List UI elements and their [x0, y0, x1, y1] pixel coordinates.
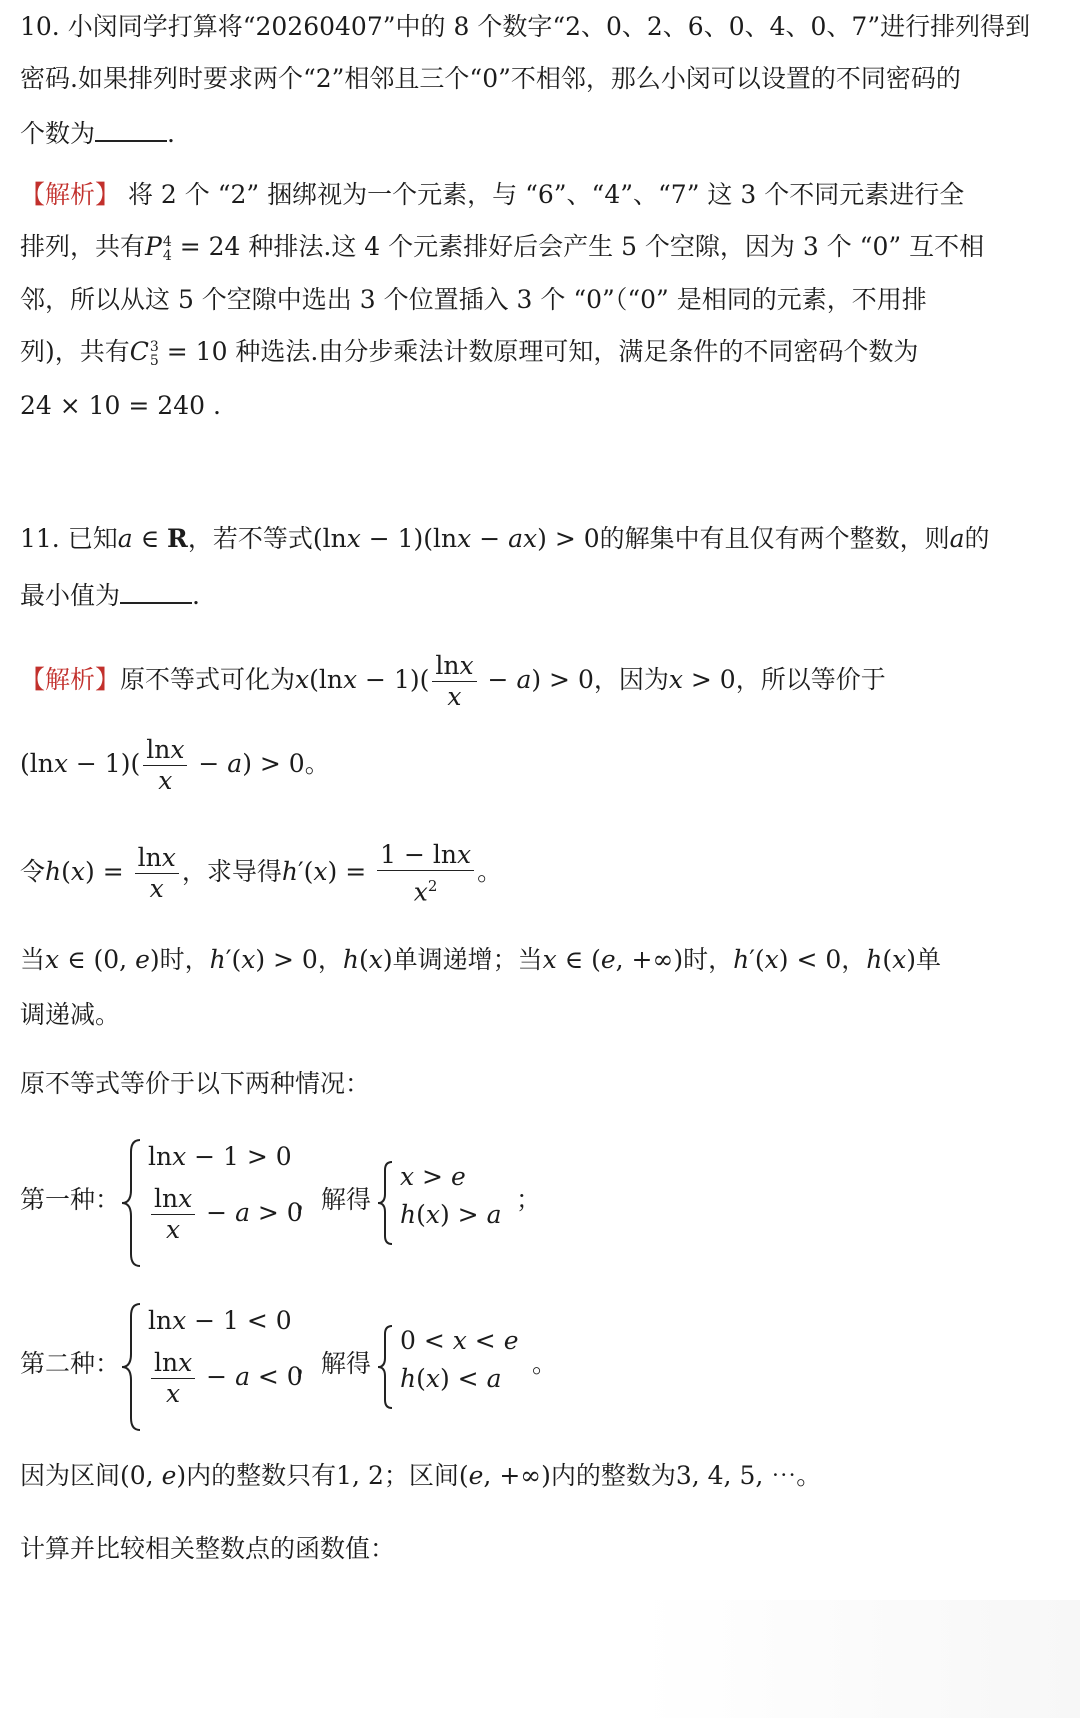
q10-solution-line-2: 排列，共有P 4 4 = 24 种排法.这 4 个元素排好后会产生 5 个空隙，因为 3 个 “0” 互不相	[20, 232, 985, 264]
solution-tag: 【解析】	[20, 180, 121, 209]
left-brace-icon	[120, 1302, 142, 1432]
q10-line-2: 密码.如果排列时要求两个“2”相邻且三个“0”不相邻，那么小闵可以设置的不同密码的	[20, 64, 961, 93]
q11-solution-line-1: 【解析】原不等式可化为x(lnx − 1)( $\frac{\ln x}{x}$ − a) > 0，因为x > 0，所以等价于	[20, 651, 886, 711]
solution-tag: 【解析】	[20, 665, 121, 694]
q11-solution-line-7: 因为区间(0, e)内的整数只有1, 2；区间(e, +∞)内的整数为3, 4, 5, ⋯。	[20, 1461, 822, 1490]
q11-line-2: 最小值为 .	[20, 576, 1066, 613]
q10-line-3: 个数为 .	[20, 114, 1066, 151]
q11-solution-line-5: 调递减。	[20, 1000, 121, 1029]
case-1-system: 第一种： lnx − 1 > 0 $\frac{\ln x}{x}$ − a > 0 ，解得 x > e h(x) > a ；	[20, 1138, 580, 1268]
case-2-system: 第二种： lnx − 1 < 0 $\frac{\ln x}{x}$ − a < 0 ，解得 0 < x < e h(x) < a 。	[20, 1302, 580, 1432]
q10-line-1: 10. 小闵同学打算将“20260407”中的 8 个数字“2、0、2、6、0、4、0、7”进行排列得到	[20, 12, 1031, 41]
q11-solution-line-4: 当x ∈ (0, e)时，h′(x) > 0，h(x)单调递增；当x ∈ (e, +∞)时，h′(x) < 0，h(x)单	[20, 945, 942, 974]
q10-solution-line-4: 列)，共有C 3 5 = 10 种选法.由分步乘法计数原理可知，满足条件的不同密码个数为	[20, 337, 919, 369]
q10-solution-line-1: 【解析】 将 2 个 “2” 捆绑视为一个元素，与 “6”、“4”、“7” 这 3 个不同元素进行全	[20, 180, 965, 209]
q11-solution-line-3: 令h(x) = $\frac{\ln x}{x}$ ，求导得h′(x) = $\frac{1 - \ln x}{x^2}$ 。	[20, 840, 503, 907]
left-brace-icon	[376, 1160, 394, 1246]
answer-blank	[95, 114, 167, 142]
q11-solution-line-6: 原不等式等价于以下两种情况：	[20, 1069, 371, 1098]
left-brace-icon	[376, 1324, 394, 1410]
photo-shading	[640, 1600, 1080, 1718]
answer-blank	[120, 576, 192, 604]
left-brace-icon	[120, 1138, 142, 1268]
q11-solution-line-8: 计算并比较相关整数点的函数值：	[20, 1534, 396, 1563]
q11-solution-line-2: (lnx − 1)( $\frac{\ln x}{x}$ − a) > 0。	[20, 735, 330, 795]
q10-solution-line-5: 24 × 10 = 240 .	[20, 391, 221, 420]
q11-line-1: 11. 已知a ∈ R，若不等式(lnx − 1)(lnx − ax) > 0的解集中有且仅有两个整数，则a的	[20, 524, 990, 553]
q10-solution-line-3: 邻，所以从这 5 个空隙中选出 3 个位置插入 3 个 “0”（“0” 是相同的元素，不用排	[20, 285, 927, 314]
